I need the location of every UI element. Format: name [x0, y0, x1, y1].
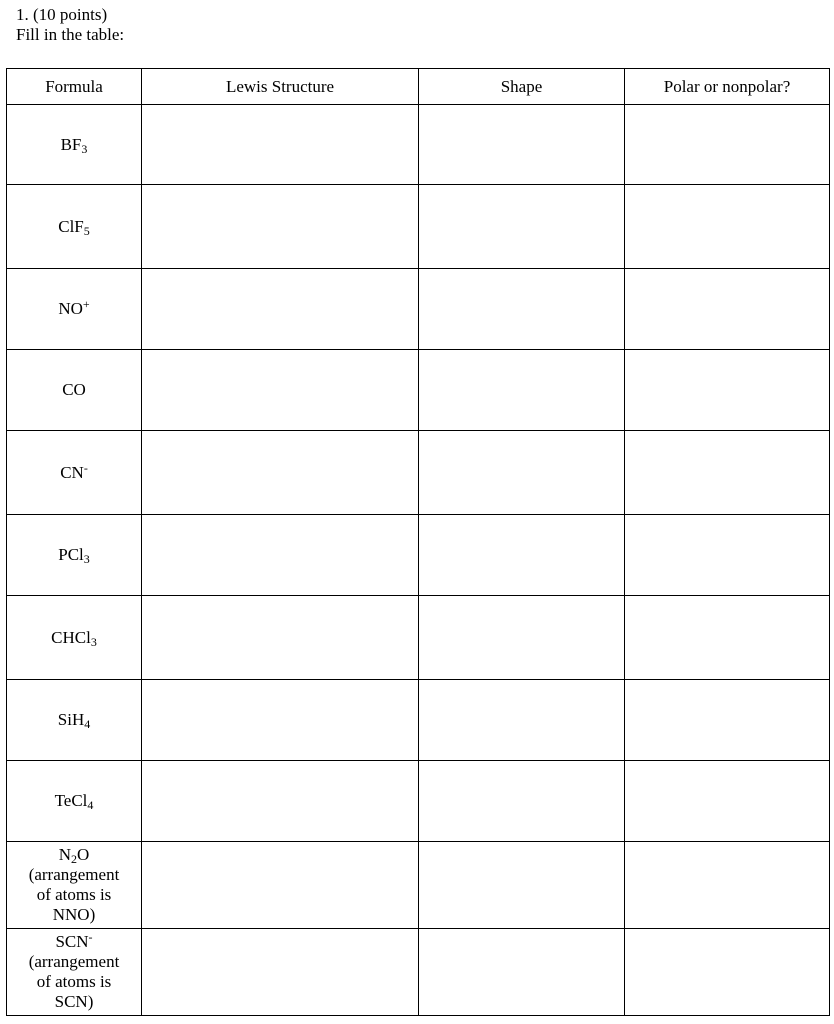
formula-part: 3 — [81, 141, 88, 156]
formula-part: CHCl — [51, 627, 91, 647]
formula-part: + — [82, 297, 90, 311]
formula-note-line: of atoms is — [36, 885, 112, 904]
formula — [60, 460, 88, 482]
formula-cell — [7, 105, 142, 185]
header-lewis-structure: Lewis Structure — [142, 69, 419, 105]
formula-part: 4 — [87, 798, 94, 812]
formula-note-line: of atoms is — [36, 972, 112, 991]
formula — [58, 545, 90, 564]
formula-part: NO — [58, 299, 83, 318]
formula-text — [62, 380, 86, 400]
formula-part: ClF — [58, 216, 84, 236]
shape-cell[interactable] — [419, 105, 625, 185]
formula-part: 5 — [83, 223, 90, 238]
lewis-structure-cell[interactable] — [142, 350, 419, 431]
formula-cell — [7, 350, 142, 431]
formula-text — [60, 460, 88, 483]
shape-cell[interactable] — [419, 929, 625, 1016]
formula-note-line: (arrangement — [28, 865, 120, 884]
formula-part: 2 — [71, 852, 77, 866]
lewis-structure-cell[interactable] — [142, 842, 419, 929]
lewis-structure-cell[interactable] — [142, 680, 419, 761]
lewis-structure-cell[interactable] — [142, 596, 419, 680]
formula-cell — [7, 596, 142, 680]
table-row — [7, 350, 830, 431]
lewis-structure-cell[interactable] — [142, 105, 419, 185]
formula-text — [29, 932, 120, 1012]
header-polarity: Polar or nonpolar? — [625, 69, 830, 105]
lewis-structure-cell[interactable] — [142, 929, 419, 1016]
table-row — [7, 105, 830, 185]
polarity-cell[interactable] — [625, 515, 830, 596]
table-row — [7, 842, 830, 929]
table-row — [7, 929, 830, 1016]
formula-part: TeCl — [54, 791, 88, 810]
polarity-cell[interactable] — [625, 596, 830, 680]
table-row — [7, 680, 830, 761]
table-row — [7, 269, 830, 350]
formula-part: 3 — [90, 634, 97, 649]
formula — [58, 217, 90, 236]
formula-cell — [7, 515, 142, 596]
table-row — [7, 185, 830, 269]
formula-text — [58, 299, 89, 319]
formula-part: PCl — [58, 545, 84, 564]
formula-cell — [7, 431, 142, 515]
formula — [62, 380, 86, 399]
formula-part: CN — [60, 462, 84, 482]
polarity-cell[interactable] — [625, 105, 830, 185]
polarity-cell[interactable] — [625, 350, 830, 431]
formula-note-line: SCN) — [54, 992, 94, 1011]
formula-text — [58, 545, 90, 565]
formula-text — [58, 217, 90, 237]
shape-cell[interactable] — [419, 269, 625, 350]
formula-note-line: NNO) — [52, 905, 96, 924]
polarity-cell[interactable] — [625, 185, 830, 269]
formula — [59, 845, 90, 864]
worksheet-table — [6, 68, 830, 1016]
formula-cell — [7, 761, 142, 842]
formula-cell — [7, 680, 142, 761]
formula-text — [61, 135, 88, 155]
shape-cell[interactable] — [419, 596, 625, 680]
formula-part: SiH — [57, 710, 85, 729]
table-body — [7, 105, 830, 1016]
shape-cell[interactable] — [419, 350, 625, 431]
formula — [58, 299, 89, 318]
formula-part: - — [88, 930, 93, 944]
lewis-structure-cell[interactable] — [142, 269, 419, 350]
polarity-cell[interactable] — [625, 269, 830, 350]
formula-part: 4 — [84, 717, 91, 731]
formula-cell — [7, 185, 142, 269]
table-row — [7, 596, 830, 680]
header-formula: Formula — [7, 69, 142, 105]
formula-cell — [7, 842, 142, 929]
formula — [55, 932, 92, 951]
formula-cell — [7, 269, 142, 350]
shape-cell[interactable] — [419, 515, 625, 596]
formula — [55, 791, 94, 810]
formula-part: CO — [62, 380, 86, 399]
lewis-structure-cell[interactable] — [142, 515, 419, 596]
formula-part: - — [83, 460, 88, 475]
shape-cell[interactable] — [419, 680, 625, 761]
shape-cell[interactable] — [419, 842, 625, 929]
shape-cell[interactable] — [419, 431, 625, 515]
formula-part: BF — [60, 134, 82, 154]
polarity-cell[interactable] — [625, 929, 830, 1016]
formula-part: 3 — [83, 552, 90, 566]
table-row — [7, 761, 830, 842]
lewis-structure-cell[interactable] — [142, 761, 419, 842]
shape-cell[interactable] — [419, 185, 625, 269]
polarity-cell[interactable] — [625, 761, 830, 842]
formula-text — [29, 845, 120, 925]
formula — [61, 135, 88, 154]
lewis-structure-cell[interactable] — [142, 185, 419, 269]
lewis-structure-cell[interactable] — [142, 431, 419, 515]
question-number: 1. (10 points) — [16, 5, 108, 24]
question-instruction: Fill in the table: — [16, 25, 125, 44]
polarity-cell[interactable] — [625, 842, 830, 929]
polarity-cell[interactable] — [625, 431, 830, 515]
formula-cell — [7, 929, 142, 1016]
formula-note-line: (arrangement — [28, 952, 120, 971]
header-row — [7, 69, 830, 105]
question-header — [16, 5, 124, 45]
formula-text — [55, 791, 94, 811]
formula-text — [58, 710, 90, 730]
formula — [51, 628, 97, 647]
header-shape: Shape — [419, 69, 625, 105]
formula-part: SCN — [55, 932, 89, 951]
formula-text — [51, 628, 97, 648]
formula-part: N — [58, 845, 71, 864]
polarity-cell[interactable] — [625, 680, 830, 761]
table-row — [7, 515, 830, 596]
table-row — [7, 431, 830, 515]
formula — [58, 710, 90, 729]
shape-cell[interactable] — [419, 761, 625, 842]
formula-part: O — [77, 845, 90, 864]
